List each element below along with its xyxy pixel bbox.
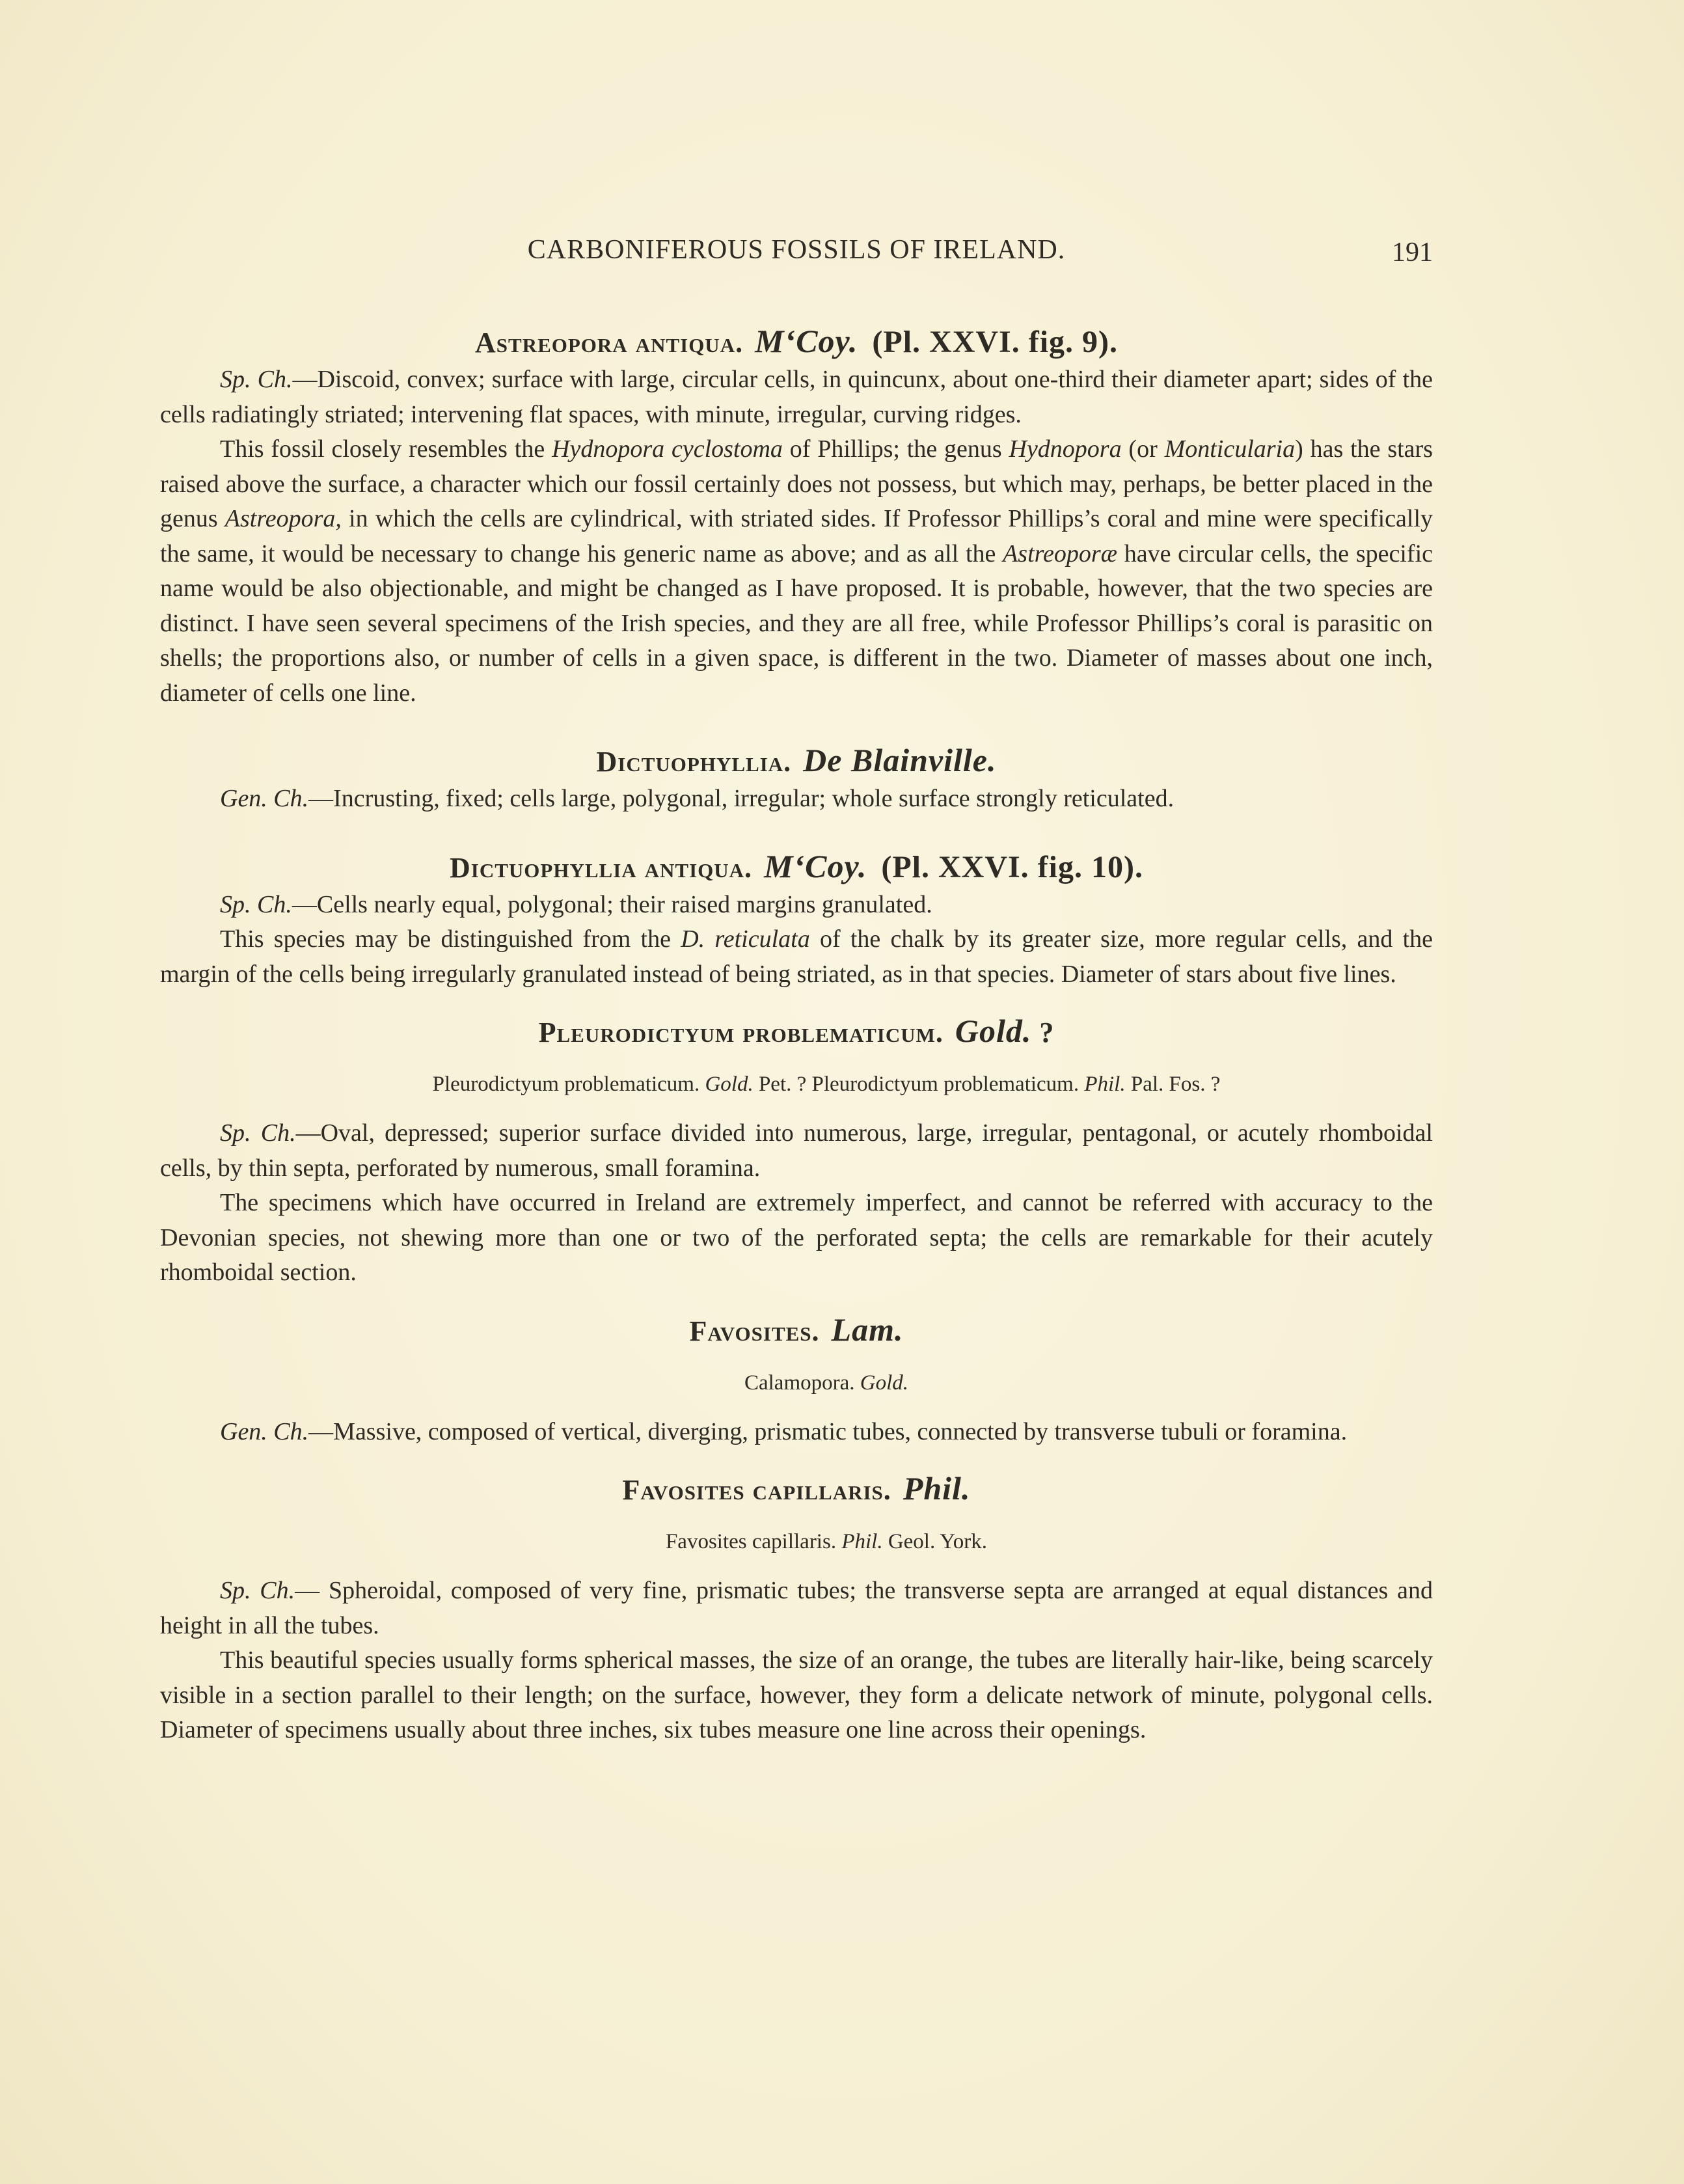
- text-run: in which the cells are cylindrical, with striated sides. If Professor Phillips’s coral and mine were specifically the same, it would be necessary to change his generic name as above; and as all the: [160, 505, 1433, 567]
- sp-ch-text: —Discoid, convex; surface with large, circular cells, in quincunx, about one-third their diameter apart; sides of the cells radiatingly striated; intervening flat spaces, with minute, irregular, curving ridges.: [160, 366, 1433, 428]
- text-run: ) has the stars raised above the surface, a character which our fossil certainly does not possess, but which may, perhaps, be better placed in the genus: [160, 435, 1433, 532]
- taxon-name: Favosites.: [689, 1315, 820, 1347]
- author-italic: Phil.: [1084, 1072, 1126, 1096]
- species-heading-astreopora: [160, 321, 1433, 362]
- genus-character: [160, 1415, 1433, 1450]
- synonymy-line: [160, 1525, 1433, 1558]
- running-title: CARBONIFEROUS FOSSILS OF IRELAND.: [527, 235, 1066, 265]
- species-character: [160, 362, 1433, 432]
- text-run: Pleurodictyum problematicum.: [432, 1072, 705, 1096]
- text-run: of Phillips; the genus: [782, 435, 1009, 463]
- text-run: of the chalk by its greater size, more regular cells, and the margin of the cells being irregularly granulated instead of being striated, as in that species. Diameter of stars about five lines.: [160, 925, 1433, 988]
- sp-ch-text: — Spheroidal, composed of very fine, prismatic tubes; the transverse septa are arranged at equal distances and height in all the tubes.: [160, 1577, 1433, 1639]
- author-italic: Gold.: [860, 1371, 909, 1395]
- genus-heading-dictuophyllia: [160, 741, 1433, 782]
- text-run: have circular cells, the specific name would be also objectionable, and might be changed as I have proposed. It is probable, however, that the two species are distinct. I have seen several specimens of the Irish species, and they are all free, while Professor Phillips’s coral is parasitic on shells; the proportions also, or number of cells in a given space, is different in the two. Diameter of masses about one inch, diameter of cells one line.: [160, 539, 1433, 707]
- taxon-name: Astreopora antiqua.: [474, 327, 744, 359]
- author-italic: Phil.: [841, 1530, 883, 1553]
- author-italic: Gold.: [705, 1072, 754, 1096]
- text-run: Favosites capillaris.: [665, 1530, 842, 1553]
- synonymy-line: [160, 1068, 1433, 1100]
- species-character: [160, 1574, 1433, 1643]
- taxon-author: M‘Coy.: [764, 847, 867, 884]
- description-paragraph: The specimens which have occurred in Ireland are extremely imperfect, and cannot be referred with accuracy to the Devonian species, not shewing more than one or two of the perforated septa; the cells are remarkable for their acutely rhomboidal section.: [160, 1189, 1433, 1286]
- species-heading-favosites-capillaris: [160, 1469, 1433, 1510]
- description-paragraph: [160, 432, 1433, 711]
- taxon-italic: Hydnopora: [1009, 435, 1122, 463]
- species-character: [160, 888, 1433, 923]
- synonymy-line: [160, 1367, 1433, 1399]
- sp-ch-label: Sp. Ch.: [220, 890, 292, 918]
- taxon-name: Pleurodictyum problematicum.: [538, 1017, 944, 1048]
- page-number: 191: [1392, 238, 1433, 267]
- plate-reference: (Pl. XXVI. fig. 9).: [872, 325, 1119, 359]
- sp-ch-label: Sp. Ch.: [220, 1119, 296, 1147]
- text-column: [160, 321, 1433, 1748]
- description-paragraph: [160, 922, 1433, 992]
- genus-character: [160, 782, 1433, 817]
- species-heading-pleurodictyum: [160, 1011, 1433, 1052]
- taxon-author: Phil.: [903, 1470, 971, 1507]
- text-run: (or: [1121, 435, 1165, 463]
- query-mark: ?: [1031, 1017, 1055, 1048]
- taxon-italic: Hydnopora cyclostoma: [552, 435, 783, 463]
- taxon-name: Dictuophyllia antiqua.: [450, 851, 753, 884]
- taxon-name: Favosites capillaris.: [622, 1474, 891, 1506]
- sp-ch-label: Sp. Ch.: [220, 366, 293, 393]
- sp-ch-text: —Oval, depressed; superior surface divided into numerous, large, irregular, pentagonal, or acutely rhomboidal cells, by thin septa, perforated by numerous, small foramina.: [160, 1119, 1433, 1182]
- text-run: This fossil closely resembles the: [220, 435, 552, 463]
- description-paragraph: This beautiful species usually forms spherical masses, the size of an orange, the tubes are literally hair-like, being scarcely visible in a section parallel to their length; on the surface, however, they form a delicate network of minute, polygonal cells. Diameter of specimens usually about three inches, six tubes measure one line across their openings.: [160, 1646, 1433, 1743]
- taxon-italic: Astreoporæ: [1003, 539, 1118, 567]
- running-head: [160, 234, 1433, 273]
- taxon-italic: D. reticulata: [681, 925, 810, 953]
- text-run: This species may be distinguished from the: [220, 925, 681, 953]
- gen-ch-text: —Incrusting, fixed; cells large, polygonal, irregular; whole surface strongly reticulated.: [308, 785, 1175, 812]
- species-heading-dictuophyllia: [160, 847, 1433, 888]
- taxon-author: Gold.: [955, 1013, 1032, 1049]
- text-run: Geol. York.: [882, 1530, 988, 1553]
- text-run: Calamopora.: [744, 1371, 860, 1395]
- sp-ch-label: Sp. Ch.: [220, 1577, 295, 1604]
- taxon-italic: Astreopora,: [224, 505, 342, 532]
- species-character: [160, 1116, 1433, 1186]
- gen-ch-text: —Massive, composed of vertical, diverging, prismatic tubes, connected by transverse tubuli or foramina.: [308, 1417, 1348, 1445]
- text-run: Pal. Fos. ?: [1125, 1072, 1221, 1096]
- taxon-name: Dictuophyllia.: [596, 746, 792, 778]
- gen-ch-label: Gen. Ch.: [220, 785, 309, 812]
- gen-ch-label: Gen. Ch.: [220, 1417, 309, 1445]
- genus-heading-favosites: [160, 1310, 1433, 1351]
- taxon-italic: Monticularia: [1164, 435, 1296, 463]
- plate-reference: (Pl. XXVI. fig. 10).: [881, 849, 1143, 884]
- taxon-author: Lam.: [831, 1311, 904, 1348]
- text-run: Pet. ? Pleurodictyum problematicum.: [753, 1072, 1085, 1096]
- taxon-author: De Blainville.: [803, 742, 997, 778]
- sp-ch-text: —Cells nearly equal, polygonal; their raised margins granulated.: [292, 890, 932, 918]
- taxon-author: M‘Coy.: [755, 323, 858, 359]
